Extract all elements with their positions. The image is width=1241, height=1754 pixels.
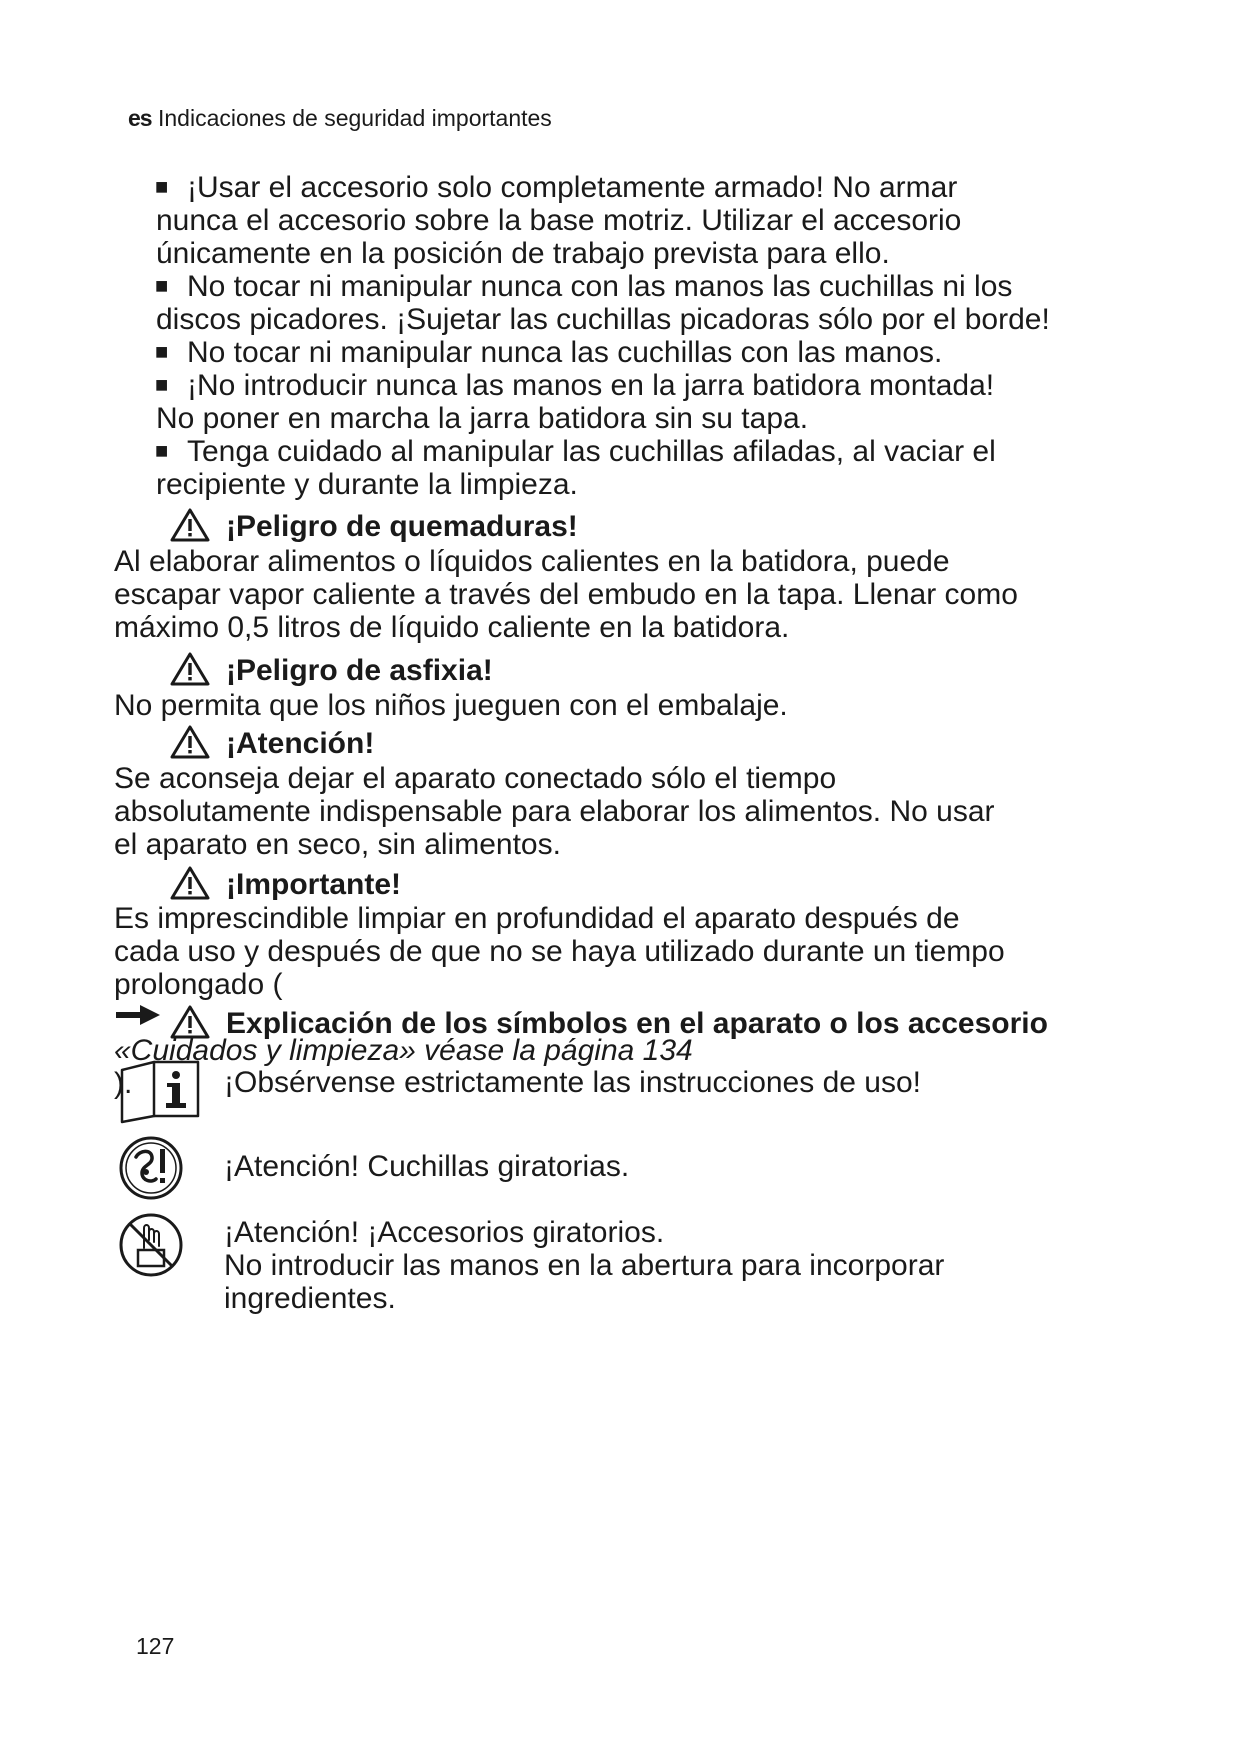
language-code: es <box>128 105 152 131</box>
bullet-square-icon: ■ <box>155 339 169 364</box>
symbol-description: No introducir las manos en la abertura para incorporar <box>224 1249 945 1282</box>
bullet-square-icon: ■ <box>155 174 169 199</box>
warning-triangle-icon <box>170 508 210 542</box>
bullet-line: nunca el accesorio sobre la base motriz. Utilizar el accesorio <box>156 204 962 237</box>
bullet-square-icon: ■ <box>155 273 169 298</box>
paragraph-line: No permita que los niños jueguen con el embalaje. <box>114 689 788 722</box>
page-number: 127 <box>136 1633 175 1659</box>
paragraph-line: Se aconseja dejar el aparato conectado sólo el tiempo <box>114 762 837 795</box>
symbol-description: ¡Atención! Cuchillas giratorias. <box>224 1150 630 1183</box>
bullet-line: No poner en marcha la jarra batidora sin su tapa. <box>156 402 809 435</box>
bullet-line: No tocar ni manipular nunca con las manos las cuchillas ni los <box>187 270 1013 303</box>
rotating-blade-icon <box>118 1135 200 1201</box>
warning-title: ¡Importante! <box>226 868 401 901</box>
warning-triangle-icon <box>170 866 210 900</box>
paragraph-text: prolongado ( <box>114 968 283 1001</box>
bullet-item <box>155 434 1155 501</box>
warning-title: ¡Peligro de quemaduras! <box>226 510 578 543</box>
warning-triangle-icon <box>170 1005 210 1039</box>
symbol-description: ingredientes. <box>224 1282 396 1315</box>
paragraph-line: máximo 0,5 litros de líquido caliente en la batidora. <box>114 611 790 644</box>
no-hands-in-opening-icon <box>118 1212 200 1278</box>
bullet-line: Tenga cuidado al manipular las cuchillas afiladas, al vaciar el <box>187 435 996 468</box>
warning-text-burn <box>114 545 1114 644</box>
warning-title: ¡Atención! <box>226 727 375 760</box>
warning-triangle-icon <box>170 725 210 759</box>
warning-heading-burn <box>170 508 578 543</box>
bullet-line: ¡No introducir nunca las manos en la jarra batidora montada! <box>187 369 995 402</box>
bullet-item <box>155 170 1155 270</box>
paragraph-line: el aparato en seco, sin alimentos. <box>114 828 561 861</box>
symbols-section-title: Explicación de los símbolos en el aparato o los accesorio <box>226 1007 1048 1040</box>
paragraph-line: Es imprescindible limpiar en profundidad el aparato después de <box>114 902 960 935</box>
bullet-item <box>155 368 1155 435</box>
bullet-line: únicamente en la posición de trabajo prevista para ello. <box>156 237 890 270</box>
warning-heading-suffocation <box>170 652 493 687</box>
paragraph-line: absolutamente indispensable para elaborar los alimentos. No usar <box>114 795 995 828</box>
symbol-description: ¡Atención! ¡Accesorios giratorios. <box>224 1216 665 1249</box>
bullet-square-icon: ■ <box>155 438 169 463</box>
paragraph-text: ). <box>114 1067 133 1100</box>
cross-reference-link[interactable]: «Cuidados y limpieza» véase la página 134 <box>114 1034 693 1067</box>
paragraph-line: escapar vapor caliente a través del embudo en la tapa. Llenar como <box>114 578 1018 611</box>
bullet-square-icon: ■ <box>155 372 169 397</box>
paragraph-line: cada uso y después de que no se haya utilizado durante un tiempo <box>114 935 1005 968</box>
warning-heading-important <box>170 866 401 901</box>
bullet-line: No tocar ni manipular nunca las cuchillas con las manos. <box>187 336 943 369</box>
section-title: Indicaciones de seguridad importantes <box>158 105 552 131</box>
bullet-line: discos picadores. ¡Sujetar las cuchillas picadoras sólo por el borde! <box>156 303 1050 336</box>
arrow-right-icon <box>116 1005 160 1025</box>
page-header <box>128 104 552 132</box>
paragraph-line: Al elaborar alimentos o líquidos calientes en la batidora, puede <box>114 545 950 578</box>
bullet-line: recipiente y durante la limpieza. <box>156 468 578 501</box>
warning-text-attention <box>114 762 1114 861</box>
warning-triangle-icon <box>170 652 210 686</box>
bullet-line: ¡Usar el accesorio solo completamente armado! No armar <box>187 171 958 204</box>
manual-book-icon <box>118 1058 200 1124</box>
warning-title: ¡Peligro de asfixia! <box>226 654 493 687</box>
warning-heading-attention <box>170 725 374 760</box>
warning-text-suffocation <box>114 689 1114 722</box>
bullet-item <box>155 335 1155 369</box>
symbol-description: ¡Obsérvense estrictamente las instrucciones de uso! <box>224 1066 921 1099</box>
symbols-section-heading <box>170 1005 1048 1040</box>
bullet-item <box>155 269 1155 336</box>
